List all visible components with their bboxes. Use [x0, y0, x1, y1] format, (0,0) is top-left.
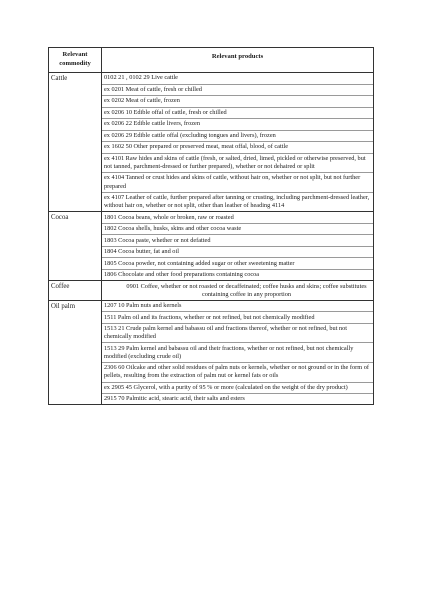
product-item: 1806 Chocolate and other food preparations containing cocoa	[104, 271, 260, 279]
product-item: 1207 10 Palm nuts and kernels	[102, 301, 373, 312]
commodity-cell: Cattle	[49, 73, 102, 212]
table-header-row	[49, 48, 374, 73]
product-item: 1513 21 Crude palm kernel and babassu oil and fractions thereof, whether or not refined, but not chemically modified	[102, 324, 373, 344]
product-item: 2306 60 Oilcake and other solid residues of palm nuts or kernels, whether or not ground or in the form of pellets, resulting from the extraction of palm nut or kernel fats or oils	[102, 363, 373, 383]
product-item: ex 1602 50 Other prepared or preserved meat, meat offal, blood, of cattle	[102, 142, 373, 153]
table-row-coffee	[49, 281, 374, 301]
products-cell	[102, 281, 374, 301]
products-cell	[102, 73, 374, 212]
product-item: 1803 Cocoa paste, whether or not defatted	[102, 235, 373, 246]
header-relevant-commodity: Relevant commodity	[49, 48, 102, 73]
table-row-cocoa	[49, 212, 374, 281]
product-item: ex 4107 Leather of cattle, further prepared after tanning or crusting, including parchment-dressed leather, without hair on, whether or not split, other than leather of heading 4114	[104, 194, 370, 210]
product-item: 1513 29 Palm kernel and babassu oil and their fractions, whether or not refined, but not chemically modified (excluding crude oil)	[102, 343, 373, 363]
commodity-cell: Oil palm	[49, 300, 102, 405]
commodity-products-table	[48, 47, 374, 405]
commodity-cell: Cocoa	[49, 212, 102, 281]
product-item: ex 4104 Tanned or crust hides and skins of cattle, without hair on, whether or not split, but not further prepared	[102, 173, 373, 193]
commodity-cell: Coffee	[49, 281, 102, 301]
header-relevant-products: Relevant products	[102, 48, 374, 73]
product-item: ex 0202 Meat of cattle, frozen	[102, 96, 373, 107]
document-page	[48, 47, 373, 405]
product-item: 1804 Cocoa butter, fat and oil	[102, 247, 373, 258]
product-item: ex 0206 10 Edible offal of cattle, fresh or chilled	[102, 108, 373, 119]
products-cell	[102, 300, 374, 405]
products-cell	[102, 212, 374, 281]
table-row-cattle	[49, 73, 374, 212]
product-item: 0901 Coffee, whether or not roasted or decaffeinated; coffee husks and skins; coffee substitutes containing coffee in any proportion	[126, 282, 367, 298]
product-item: 1801 Cocoa beans, whole or broken, raw or roasted	[102, 212, 373, 223]
table-row-oil-palm	[49, 300, 374, 405]
product-item: 0102 21 , 0102 29 Live cattle	[102, 73, 373, 84]
product-item: 1805 Cocoa powder, not containing added sugar or other sweetening matter	[102, 258, 373, 269]
product-item: 1802 Cocoa shells, husks, skins and other cocoa waste	[102, 224, 373, 235]
product-item: ex 0206 29 Edible cattle offal (excluding tongues and livers), frozen	[102, 131, 373, 142]
product-item: ex 0206 22 Edible cattle livers, frozen	[102, 119, 373, 130]
product-item: 2915 70 Palmitic acid, stearic acid, their salts and esters	[104, 395, 245, 403]
product-item: 1511 Palm oil and its fractions, whether or not refined, but not chemically modified	[102, 312, 373, 323]
product-item: ex 0201 Meat of cattle, fresh or chilled	[102, 85, 373, 96]
product-item: ex 2905 45 Glycerol, with a purity of 95 % or more (calculated on the weight of the dry product)	[102, 383, 373, 394]
product-item: ex 4101 Raw hides and skins of cattle (fresh, or salted, dried, limed, pickled or otherwise preserved, but not tanned, parchment-dressed or further prepared), whether or not dehaired or split	[102, 154, 373, 174]
